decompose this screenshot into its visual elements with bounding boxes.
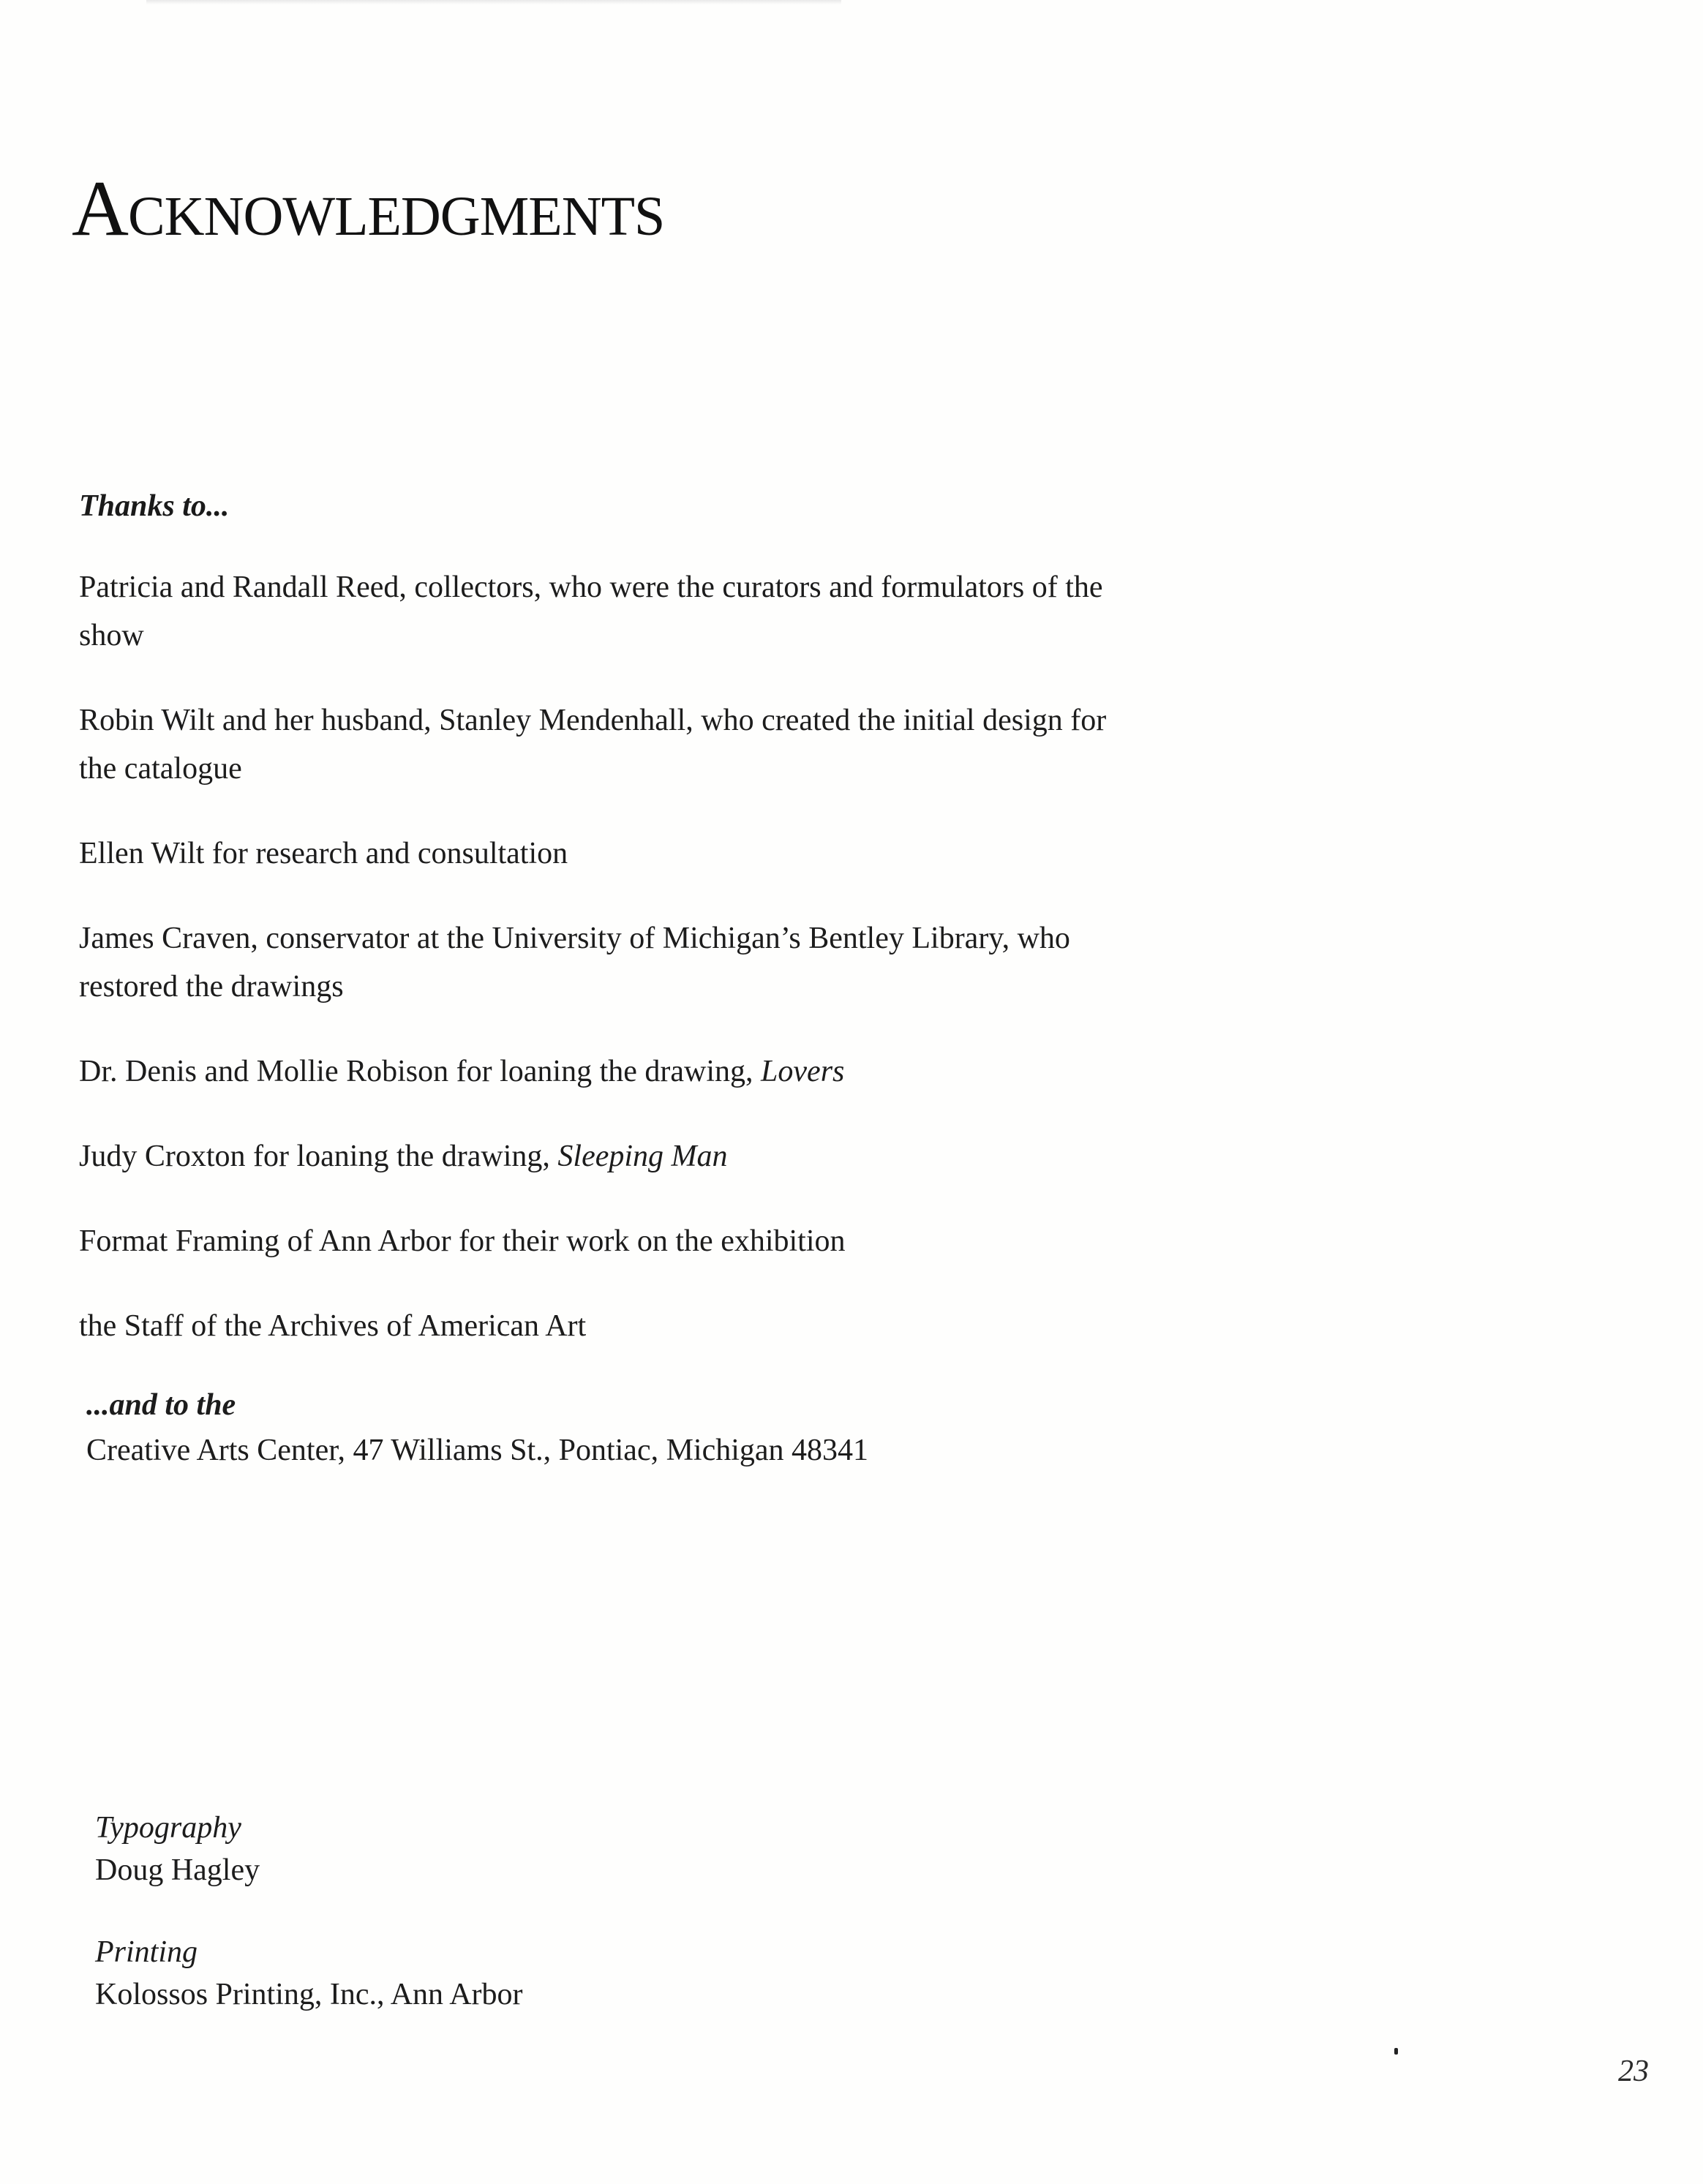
entry-artwork-title: Sleeping Man	[557, 1140, 728, 1173]
acknowledgment-entry	[79, 1047, 1132, 1096]
acknowledgment-entry	[79, 1217, 1132, 1265]
entry-text: Patricia and Randall Reed, collectors, who were the curators and formulators of the show	[79, 571, 1103, 652]
acknowledgment-entry	[79, 1302, 1132, 1350]
closing-block	[86, 1382, 868, 1473]
acknowledgment-entry	[79, 829, 1132, 878]
scan-edge-shadow	[146, 0, 841, 4]
acknowledgment-entry	[79, 563, 1132, 660]
page-title: Acknowledgments	[72, 165, 665, 252]
thanks-heading: Thanks to...	[79, 489, 230, 523]
acknowledgment-entry	[79, 1132, 1132, 1181]
credit-printing	[95, 1931, 523, 2016]
acknowledgment-list	[79, 563, 1132, 1387]
page-number: 23	[1618, 2055, 1649, 2088]
credit-typography	[95, 1807, 523, 1891]
credit-role: Printing	[95, 1935, 198, 1969]
closing-address: Creative Arts Center, 47 Williams St., Pontiac, Michigan 48341	[86, 1434, 869, 1467]
credit-role: Typography	[95, 1811, 241, 1845]
ink-speck	[1394, 2048, 1398, 2055]
entry-text: Judy Croxton for loaning the drawing,	[79, 1140, 558, 1173]
credits	[95, 1807, 523, 2055]
entry-artwork-title: Lovers	[761, 1055, 845, 1088]
entry-text: Format Framing of Ann Arbor for their work on the exhibition	[79, 1224, 846, 1258]
credit-name: Kolossos Printing, Inc., Ann Arbor	[95, 1978, 523, 2011]
acknowledgment-entry	[79, 914, 1132, 1011]
closing-lead: ...and to the	[86, 1388, 236, 1422]
entry-text: the Staff of the Archives of American Art	[79, 1309, 587, 1343]
credit-name: Doug Hagley	[95, 1853, 260, 1887]
entry-text: Ellen Wilt for research and consultation	[79, 837, 568, 870]
entry-text: James Craven, conservator at the University of Michigan’s Bentley Library, who restored the drawings	[79, 922, 1070, 1003]
acknowledgment-entry	[79, 696, 1132, 793]
entry-text: Dr. Denis and Mollie Robison for loaning the drawing,	[79, 1055, 762, 1088]
entry-text: Robin Wilt and her husband, Stanley Mendenhall, who created the initial design for the catalogue	[79, 704, 1107, 786]
